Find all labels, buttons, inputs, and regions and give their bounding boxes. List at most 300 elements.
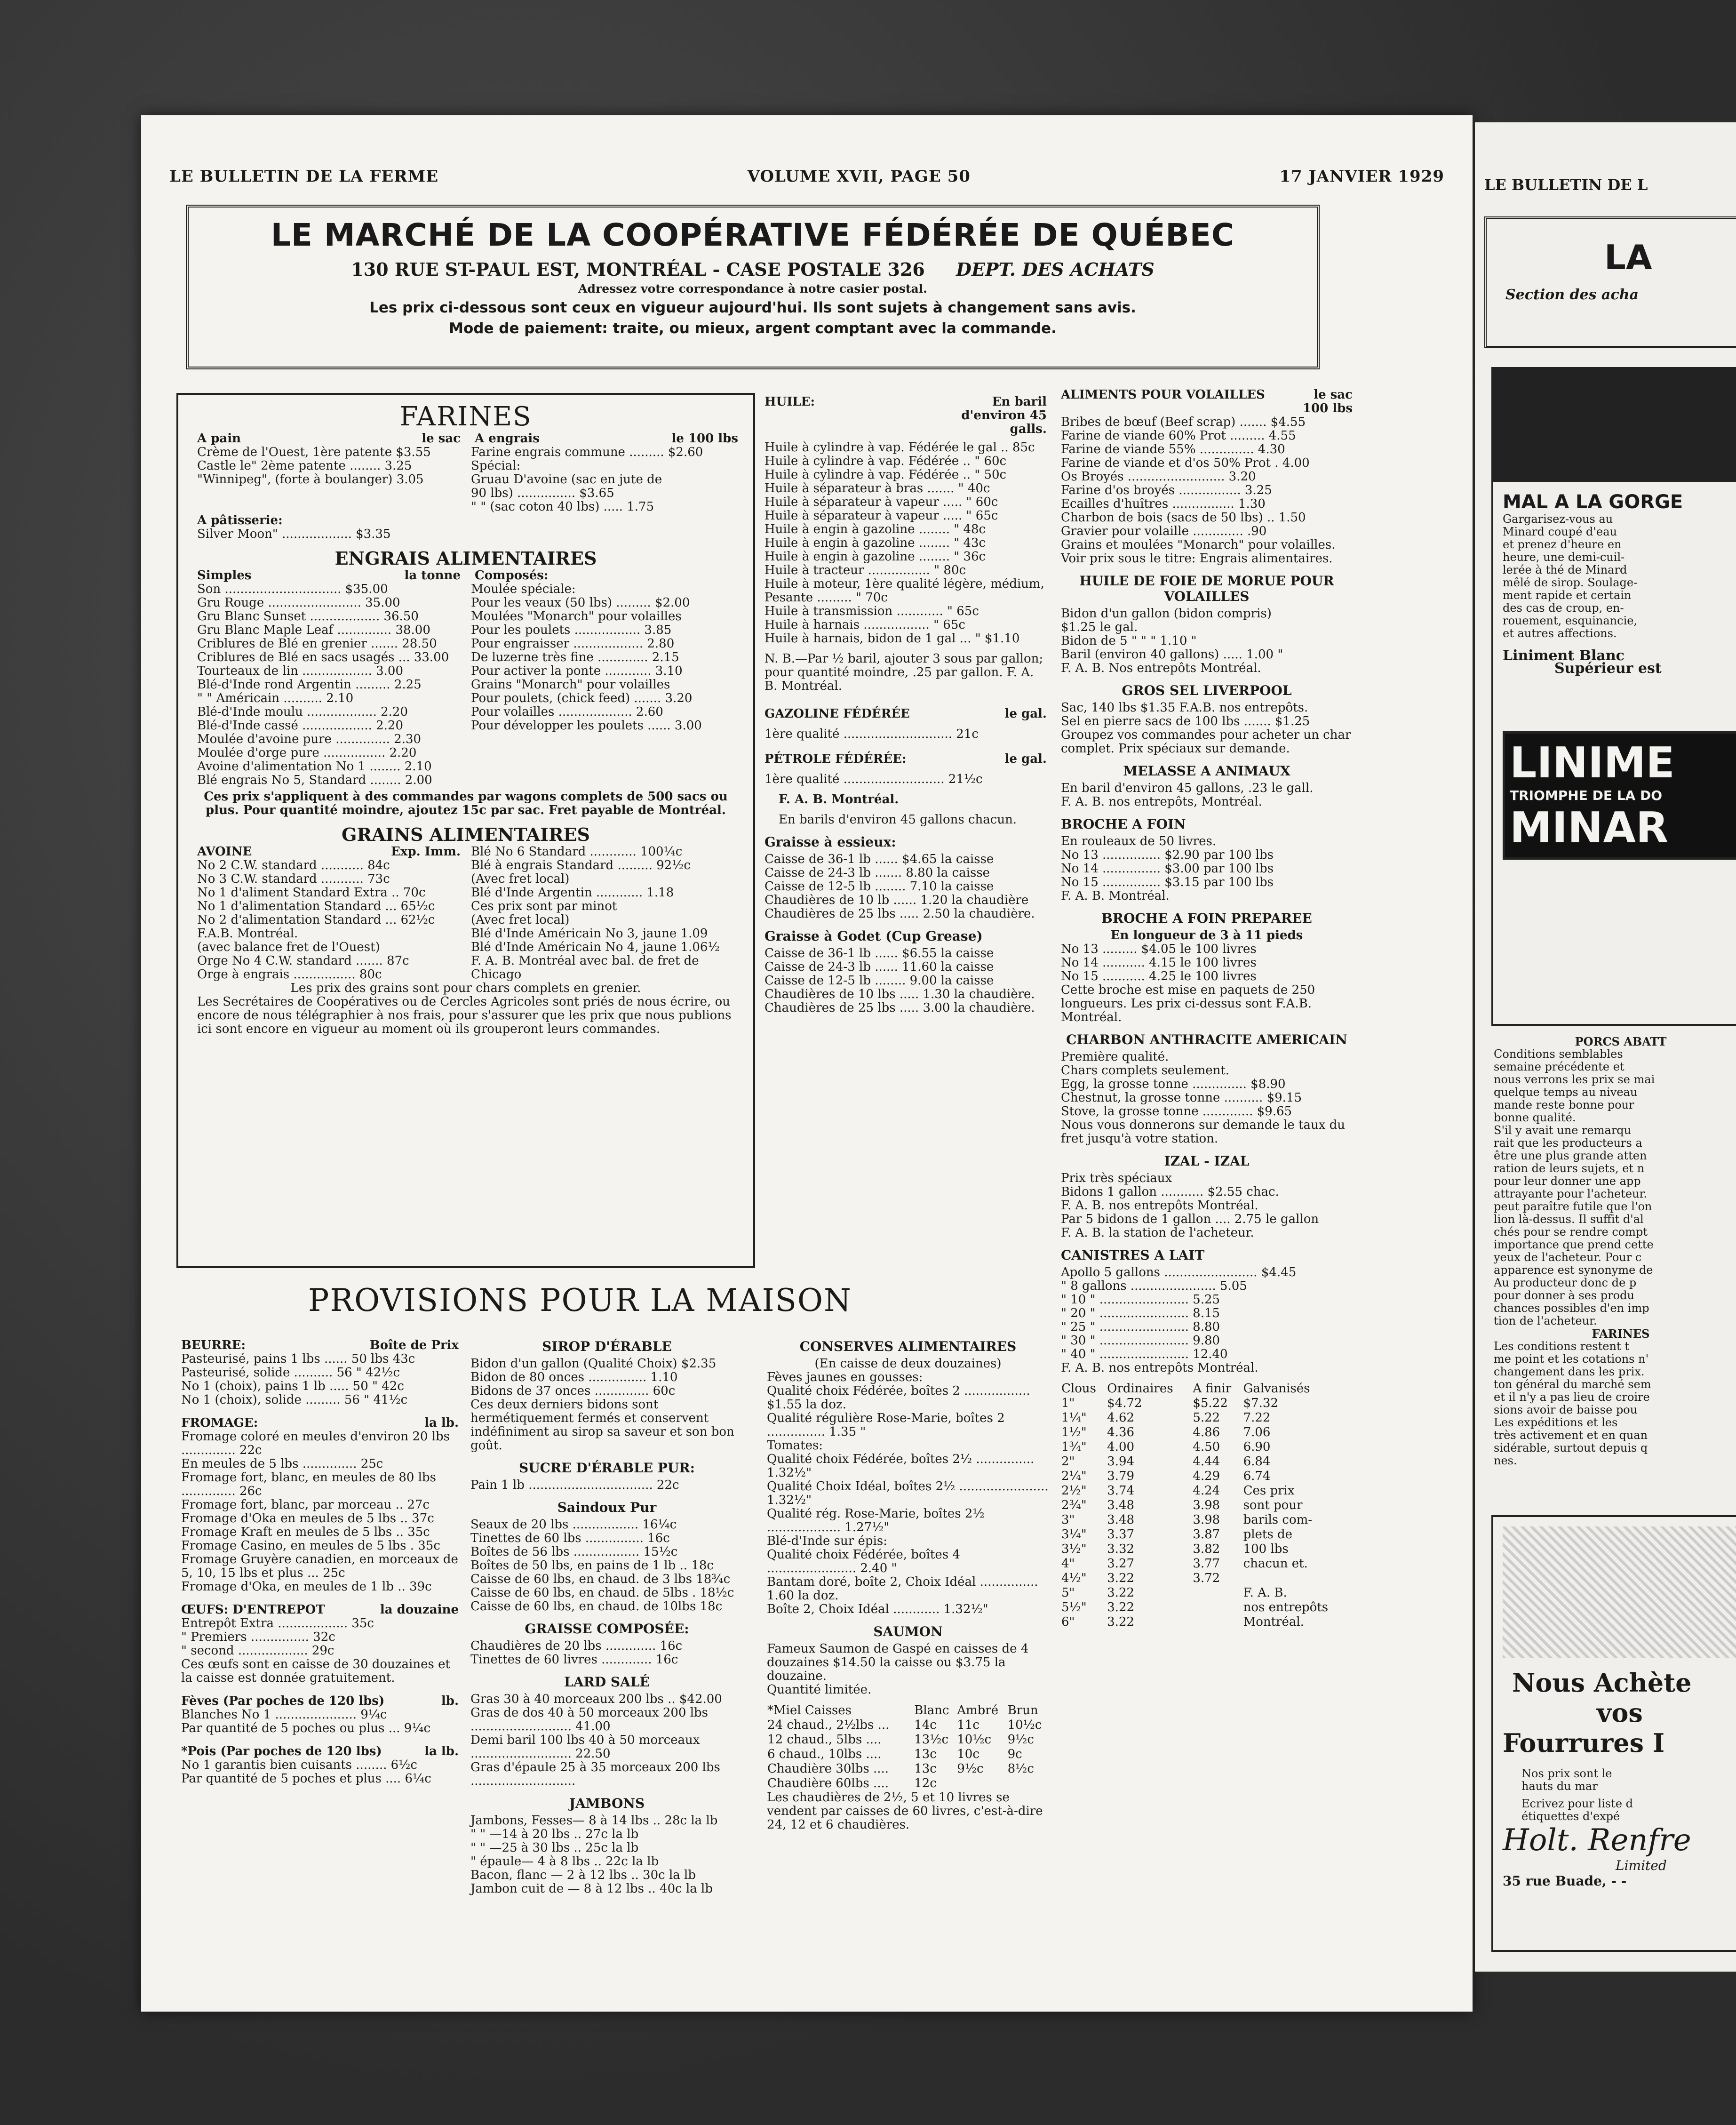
list-item: importance que prend cette [1494,1238,1654,1251]
table-row [1061,1600,1353,1615]
list-item: yeux de l'acheteur. Pour c [1494,1251,1642,1264]
list-item: tion de l'acheteur. [1494,1314,1597,1327]
table-cell [956,1776,1007,1791]
table-cell: sont pour [1243,1498,1303,1512]
list-item: (avec balance fret de l'Ouest) [197,940,380,954]
beurre-list [181,1352,459,1407]
list-item: F.A.B. Montréal. [197,927,298,941]
table-cell: 9½c [1007,1733,1034,1747]
volailles-unit: le sac 100 lbs [1302,388,1353,415]
list-item: Blé d'Inde Argentin ............ 1.18 [471,886,674,900]
list-item: sions avoir de baisse pou [1494,1403,1638,1416]
list-item: Fromage fort, blanc, en meules de 80 lbs .............. 26c [181,1470,436,1498]
p2-header: LE BULLETIN DE L [1484,176,1648,194]
list-item: Boîtes de 50 lbs, en pains de 1 lb .. 18c [470,1558,714,1573]
table-row [1061,1454,1353,1469]
saindoux-list [470,1518,743,1614]
list-item: Caisse de 60 lbs, en chaud. de 5lbs . 18½c [470,1586,734,1600]
canistres-list [1061,1266,1353,1375]
list-item: Huile à cylindre à vap. Fédérée le gal .. 85c [764,440,1035,455]
list-item: nous verrons les prix se mai [1494,1073,1655,1086]
petrole-header [764,752,1047,766]
volailles-note: Grains et moulées "Monarch" pour volailles. Voir prix sous le titre: Engrais alimentaires. [1061,538,1336,566]
table-cell: 3.32 [1107,1542,1135,1556]
table-cell: plets de [1243,1527,1293,1542]
table-cell: Chaudière 30lbs .... [767,1762,889,1776]
list-item: Bidons de 37 onces .............. 60c [470,1384,676,1398]
table-cell [1243,1571,1353,1586]
table-cell: 6" [1061,1615,1075,1629]
table-cell: 12c [914,1776,937,1790]
list-item: F. A. B. Montréal. [1061,889,1170,903]
list-item: changement dans les prix. [1494,1365,1645,1378]
list-item: Qualité choix Fédérée, boîtes 2 ................. $1.55 la doz. [767,1384,1030,1412]
table-cell: 3.22 [1107,1571,1135,1585]
table-cell: 4" [1061,1557,1075,1571]
graisse-list [470,1639,743,1667]
banner-payment: Mode de paiement: traite, ou mieux, argent comptant avec la commande. [449,320,1057,337]
list-item: Gras d'épaule 25 à 35 morceaux 200 lbs ........................... [470,1760,720,1788]
huile-header [764,395,1047,436]
list-item: Chaudières de 25 lbs ..... 3.00 la chaudière. [764,1001,1035,1015]
a-pain: A pain [197,431,241,446]
saumon-list [767,1642,1049,1697]
pois-title: *Pois (Par poches de 120 lbs) [181,1744,382,1758]
farines-h-left [197,432,461,446]
list-item: " " Américain .......... 2.10 [197,691,354,705]
holt-four: Fourrures I [1503,1728,1665,1758]
newspaper-page [141,115,1473,2012]
volailles-title: ALIMENTS POUR VOLAILLES [1061,388,1265,402]
table-cell: 4.44 [1193,1454,1220,1469]
table-cell [1192,1600,1242,1615]
holt-vos: vos [1597,1698,1643,1728]
list-item: Cette broche est mise en paquets de 250 longueurs. Les prix ci-dessus sont F.A.B. Montréal. [1061,983,1315,1024]
table-cell [1007,1776,1049,1791]
list-item: Chaudières de 10 lbs ..... 1.30 la chaudière. [764,987,1035,1001]
feves-header [181,1694,459,1708]
farines-left-list [197,446,461,514]
list-item: Seaux de 20 lbs ................. 16¼c [470,1518,677,1532]
minard-word: MINAR [1510,803,1669,853]
list-item: Os Broyés ......................... 3.20 [1061,470,1256,484]
table-row [1061,1425,1353,1440]
table-cell: 2¼" [1061,1469,1087,1483]
list-item: Bidon d'un gallon (Qualité Choix) $2.35 [470,1357,717,1371]
table-cell: 10½c [1007,1718,1042,1732]
table-row [1061,1469,1353,1484]
table-row [1061,1557,1353,1571]
list-item: F. A. B. nos entrepôts, Montréal. [1061,795,1262,809]
prep-sub: En longueur de 3 à 11 pieds [1110,928,1303,943]
list-item: Qualité régulière Rose-Marie, boîtes 2 ............... 1.35 " [767,1411,1005,1439]
list-item: Blé engrais No 5, Standard ........ 2.00 [197,773,432,787]
table-header-row [767,1703,1049,1718]
table-row [767,1762,1049,1776]
list-item: peut paraître futile que l'on [1494,1200,1652,1213]
jambons-list [470,1814,743,1896]
beurre-h: Boîte de Prix [369,1338,459,1352]
grains-left [197,845,461,982]
p2-title: LA [1604,238,1652,277]
list-item: Tinettes de 60 livres ............. 16c [470,1653,678,1667]
table-header: Brun [1007,1703,1038,1718]
list-item: Ecrivez pour liste d [1521,1797,1633,1810]
petrole: PÉTROLE FÉDÉRÉE: [764,752,907,766]
table-cell: 8½c [1007,1762,1034,1776]
table-header: Ambré [957,1703,999,1718]
simples: Simples [197,568,252,583]
table-cell: 4.50 [1193,1440,1220,1454]
table-cell: 3.77 [1193,1557,1220,1571]
porcs-title: PORCS ABATT [1575,1035,1667,1048]
list-item: Fromage Gruyère canadien, en morceaux de 5, 10, 15 lbs et plus ... 25c [181,1552,458,1580]
list-item: Criblures de Blé en sacs usagés ... 33.00 [197,650,449,664]
table-row [1061,1542,1353,1557]
farines-title: FARINES [399,401,532,432]
table-cell: 9½c [957,1762,984,1776]
list-item: No 13 ......... $4.05 le 100 livres [1061,942,1257,956]
table-cell: 11c [957,1718,979,1732]
conserves-sub: (En caisse de deux douzaines) [814,1357,1002,1371]
list-item: Fameux Saumon de Gaspé en caisses de 4 douzaines $14.50 la caisse ou $3.75 la douzaine. [767,1642,1029,1683]
table-cell: 2¾" [1061,1498,1087,1512]
table-cell: 3.48 [1107,1513,1135,1527]
list-item: Gru Rouge ........................ 35.00 [197,596,400,610]
farines-lists [197,446,734,514]
a-engrais: A engrais [475,431,540,446]
list-item: Qualité rég. Rose-Marie, boîtes 2½ ................... 1.27½" [767,1507,985,1534]
table-cell: 3¼" [1061,1527,1087,1542]
p2-banner [1484,216,1736,348]
list-item: Qualité choix Fédérée, boîtes 4 ....................... 2.40 " [767,1548,960,1575]
sucre-title: SUCRE D'ÉRABLE PUR: [519,1460,695,1476]
graisse-title: GRAISSE COMPOSÉE: [525,1621,689,1637]
list-item: Blé-d'Inde cassé .................. 2.20 [197,719,404,733]
list-item: Prix très spéciaux [1061,1171,1172,1185]
izal-list [1061,1172,1353,1240]
list-item: Chaudières de 10 lb ...... 1.20 la chaudière [764,893,1029,907]
list-item: No 14 ........... 4.15 le 100 livres [1061,956,1257,970]
ad-illustration [1493,369,1736,482]
table-cell: nos entrepôts [1243,1600,1329,1614]
sel-list [1061,701,1353,756]
le-100: le 100 lbs [671,431,738,446]
list-item: F. A. B. nos entrepôts Montréal. [1061,1198,1258,1213]
saumon-title: SAUMON [873,1624,943,1639]
list-item: Conditions semblables [1494,1047,1623,1061]
volailles-column [1061,388,1353,1630]
list-item: Nos prix sont le [1521,1767,1612,1780]
list-item: Gargarisez-vous au [1503,512,1613,526]
list-item: Pour activer la ponte ............ 3.10 [471,664,683,678]
list-item: Fromage Kraft en meules de 5 lbs .. 35c [181,1525,430,1539]
fromage-header [181,1416,459,1430]
list-item: En rouleaux de 50 livres. [1061,834,1217,848]
list-item: Gru Blanc Sunset .................. 36.50 [197,609,419,623]
list-item: apparence est synonyme de [1494,1263,1653,1277]
provisions-title: PROVISIONS POUR LA MAISON [308,1282,852,1318]
list-item: Bidon de 5 " " " 1.10 " [1061,634,1197,648]
list-item: "Winnipeg", (forte à boulanger) 3.05 [197,472,424,487]
engrais-h-left [197,569,461,583]
petrole-fab: F. A. B. Montréal. [779,792,899,807]
table-cell: 5½" [1061,1600,1087,1614]
list-item: Gruau D'avoine (sac en jute de [471,472,662,487]
table-row [1061,1484,1353,1498]
table-row [1061,1513,1353,1527]
holt-ad [1491,1515,1736,1952]
list-item: Caisse de 12-5 lb ........ 9.00 la caisse [764,974,994,988]
petrole-qualite: 1ère qualité .......................... 21½c [764,772,983,786]
list-item: Avoine d'alimentation No 1 ........ 2.10 [197,759,432,774]
list-item: Quantité limitée. [767,1683,872,1697]
table-cell: 3.79 [1107,1469,1135,1483]
ad-list [1503,513,1736,640]
p2-subtitle: Section des acha [1505,287,1639,303]
list-item: Les conditions restent t [1494,1340,1629,1353]
address: 130 RUE ST-PAUL EST, MONTRÉAL - CASE POSTALE 326 [351,259,925,280]
list-item: Pour engraisser .................. 2.80 [471,637,675,651]
list-item: bonne qualité. [1494,1111,1576,1124]
farines-headers [197,432,738,446]
list-item: heure, une demi-cuil- [1503,551,1625,564]
list-item: Fromage d'Oka, en meules de 1 lb .. 39c [181,1580,432,1594]
banner-title: LE MARCHÉ DE LA COOPÉRATIVE FÉDÉRÉE DE QUÉBEC [271,217,1235,253]
list-item: Stove, la grosse tonne ............. $9.65 [1061,1104,1292,1118]
table-cell: 7.06 [1243,1425,1271,1439]
table-cell: 12 chaud., 5lbs .... [767,1733,882,1747]
table-cell: 6.74 [1243,1469,1271,1483]
list-item: F. A. B. Nos entrepôts Montréal. [1061,661,1261,675]
gaz-legal: le gal. [1004,707,1047,721]
table-cell: 3.74 [1107,1484,1135,1498]
list-item: Fromage coloré en meules d'environ 20 lbs .............. 22c [181,1430,450,1457]
table-row [1061,1440,1353,1454]
gazoline-header [764,707,1047,721]
list-item: Huile à cylindre à vap. Fédérée .. " 60c [764,454,1007,468]
list-item: Huile à engin à gazoline ........ " 43c [764,536,986,550]
table-row [767,1733,1049,1747]
table-cell: 24 chaud., 2½lbs ... [767,1718,890,1732]
grains-title: GRAINS ALIMENTAIRES [342,824,590,845]
fromage-list [181,1430,459,1594]
list-item: No 2 C.W. standard ........... 84c [197,858,390,872]
liniment-box [1503,731,1736,860]
list-item: et il n'y a pas lieu de croire [1494,1390,1650,1404]
list-item: Crème de l'Ouest, 1ère patente $3.55 [197,445,431,459]
table-cell: 2" [1061,1454,1075,1469]
liniment-word: LINIME [1510,738,1675,788]
holt-rue: 35 rue Buade, - - [1503,1873,1627,1889]
table-cell: Chaudière 60lbs .... [767,1776,889,1790]
banner-prices: Les prix ci-dessous sont ceux en vigueur aujourd'hui. Ils sont sujets à changement sans avis. [369,299,1136,316]
table-cell: 3.82 [1193,1542,1220,1556]
avoine-header [197,845,461,859]
morue-list [1061,607,1353,675]
banner-note: Adressez votre correspondance à notre casier postal. [578,282,927,296]
list-item: Pain 1 lb ................................ 22c [470,1478,679,1492]
list-item: Les expéditions et les [1494,1416,1618,1429]
table-cell: $5.22 [1193,1396,1228,1410]
list-item: Entrepôt Extra .................. 35c [181,1616,374,1630]
list-item: très activement et en quan [1494,1429,1648,1442]
list-item: Pasteurisé, solide .......... 56 " 42½c [181,1366,400,1380]
list-item: Par quantité de 5 poches et plus .... 6¼c [181,1772,431,1786]
list-item: Groupez vos commandes pour acheter un char complet. Prix spéciaux sur demande. [1061,728,1351,756]
list-item: Blé-d'Inde moulu .................. 2.20 [197,705,408,719]
list-item: No 13 ............... $2.90 par 100 lbs [1061,848,1274,862]
list-item: Gras de dos 40 à 50 morceaux 200 lbs .......................... 41.00 [470,1706,709,1734]
list-item: être une plus grande atten [1494,1149,1647,1162]
list-item: Pour les poulets ................. 3.85 [471,623,672,637]
list-item: Huile à séparateur à vapeur ..... " 60c [764,495,998,509]
list-item: pour leur donner une app [1494,1174,1641,1188]
list-item: Bantam doré, boîte 2, Choix Idéal ............... 1.60 la doz. [767,1575,1038,1603]
list-item: quelque temps au niveau [1494,1086,1638,1099]
lard-title: LARD SALÉ [564,1674,650,1690]
godet-list [764,947,1047,1015]
table-cell: 5.22 [1193,1411,1220,1425]
broche-title: BROCHE A FOIN [1061,816,1186,832]
list-item: No 15 ............... $3.15 par 100 lbs [1061,875,1274,889]
feves-h: lb. [441,1694,459,1708]
list-item: $1.25 le gal. [1061,620,1138,634]
table-cell: 4½" [1061,1571,1087,1585]
list-item: Criblures de Blé en grenier ....... 28.50 [197,637,437,651]
table-cell: 4.29 [1193,1469,1220,1483]
list-item: Tourteaux de lin .................. 3.00 [197,664,404,678]
list-item: Blé d'Inde Américain No 3, jaune 1.09 [471,927,708,941]
list-item: et prenez d'heure en [1503,538,1622,551]
table-row [767,1747,1049,1762]
engrais-title: ENGRAIS ALIMENTAIRES [334,548,597,569]
list-item: Tinettes de 60 lbs ............... 16c [470,1531,670,1545]
table-row [1061,1411,1353,1425]
list-item: Grains "Monarch" pour volailles [471,678,670,692]
clous-table [1061,1382,1353,1630]
list-item: " Premiers ............... 32c [181,1630,335,1644]
table-cell: barils com- [1243,1513,1313,1527]
table-cell: 3" [1061,1513,1075,1527]
table-cell: Ces prix [1243,1484,1295,1498]
list-item: Charbon de bois (sacs de 50 lbs) .. 1.50 [1061,511,1306,525]
list-item: semaine précédente et [1494,1060,1625,1073]
list-item: chés pour se rendre compt [1494,1225,1648,1238]
melasse-list [1061,782,1353,809]
list-item: Farine de viande 60% Prot ......... 4.55 [1061,429,1296,443]
table-cell: 1¾" [1061,1440,1087,1454]
feves-list [181,1708,459,1735]
table-cell: 100 lbs [1243,1542,1289,1556]
list-item: Huile à cylindre à vap. Fédérée .. " 50c [764,468,1007,482]
table-cell: 3.27 [1107,1557,1135,1571]
list-item: ton général du marché sem [1494,1378,1651,1391]
conserves-list [767,1371,1049,1616]
prep-title: BROCHE A FOIN PREPAREE [1101,911,1312,926]
table-cell: 10½c [957,1733,992,1747]
table-cell: 4.86 [1193,1425,1220,1439]
table-cell: 9c [1007,1747,1022,1761]
list-item: rait que les producteurs a [1494,1136,1642,1150]
table-cell: 13c [914,1747,937,1761]
list-item: " 8 gallons ...................... 5.05 [1061,1279,1247,1293]
table-cell: 3.22 [1107,1600,1135,1614]
list-item: Pasteurisé, pains 1 lbs ...... 50 lbs 43c [181,1352,415,1366]
huile-title: HUILE: [764,395,815,409]
sucre-list [470,1478,743,1492]
table-cell: 4.62 [1107,1411,1135,1425]
sel-title: GROS SEL LIVERPOOL [1122,683,1292,698]
list-item: pour donner à ses produ [1494,1289,1634,1302]
gazoline: GAZOLINE FÉDÉRÉE [764,707,910,721]
list-item: Tomates: [767,1438,823,1453]
list-item: En baril d'environ 45 gallons, .23 le gall. [1061,781,1314,795]
provisions-col1 [181,1339,459,1786]
list-item: Chars complets seulement. [1061,1063,1230,1078]
engrais-right-list [471,583,734,787]
table-row [1061,1615,1353,1630]
ad-superieur: Supérieur est [1554,660,1662,677]
conserves-title: CONSERVES ALIMENTAIRES [799,1339,1017,1354]
list-item: Huile à moteur, 1ère qualité légère, médium, Pesante ......... " 70c [764,577,1044,605]
table-row [767,1718,1049,1733]
table-cell: 1½" [1061,1425,1087,1439]
minard-ad [1491,367,1736,1026]
list-item: Caisse de 12-5 lb ........ 7.10 la caisse [764,879,994,894]
list-item: Chaudières de 20 lbs ............. 16c [470,1639,683,1653]
patisserie: A pâtisserie: [197,513,283,527]
table-cell: 3.94 [1107,1454,1135,1469]
list-item: Ces œufs sont en caisse de 30 douzaines et la caisse est donnée gratuitement. [181,1657,450,1685]
table-cell [1192,1615,1242,1630]
list-item: " 25 " ....................... 8.80 [1061,1320,1220,1334]
table-cell: 4.36 [1107,1425,1135,1439]
list-item: Fromage d'Oka en meules de 5 lbs .. 37c [181,1511,434,1526]
table-row [767,1776,1049,1791]
oeufs-header [181,1603,459,1617]
cooperative-banner [186,205,1320,369]
list-item: No 14 ............... $3.00 par 100 lbs [1061,862,1274,876]
list-item: Baril (environ 40 gallons) ..... 1.00 " [1061,647,1283,662]
table-cell: 14c [914,1718,937,1732]
list-item: " 10 " ....................... 5.25 [1061,1293,1220,1307]
list-item: Huile à harnais ................. " 65c [764,618,965,632]
table-header: Ordinaires [1107,1382,1173,1396]
table-cell: 13½c [914,1733,949,1747]
table-cell: 7.22 [1243,1411,1271,1425]
table-header: Blanc [914,1703,949,1718]
sirop-list [470,1357,743,1453]
list-item: Farine engrais commune ......... $2.60 [471,445,703,459]
miel-note: Les chaudières de 2½, 5 et 10 livres se vendent par caisses de 60 livres, c'est-à-dire 24, 12 et 6 chaudières. [767,1790,1043,1832]
huile-unit: En baril d'environ 45 galls. [961,395,1047,436]
list-item: Pour développer les poulets ...... 3.00 [471,719,702,733]
list-item: et autres affections. [1503,627,1617,640]
list-item: Blé No 6 Standard ............ 100¼c [471,845,683,859]
le-sac: le sac [422,431,461,446]
list-item: mande reste bonne pour [1494,1098,1634,1111]
list-item: Minard coupé d'eau [1503,525,1617,538]
provisions-col2 [470,1339,743,1896]
list-item: No 1 d'alimentation Standard ... 65½c [197,899,435,913]
list-item: Bacon, flanc — 2 à 12 lbs .. 30c la lb [470,1868,696,1882]
table-cell: 6.90 [1243,1440,1271,1454]
essieux-title: Graisse à essieux: [764,834,896,850]
table-cell: F. A. B. [1243,1586,1287,1600]
farines-box [176,393,755,1268]
grains-left-list [197,859,461,982]
